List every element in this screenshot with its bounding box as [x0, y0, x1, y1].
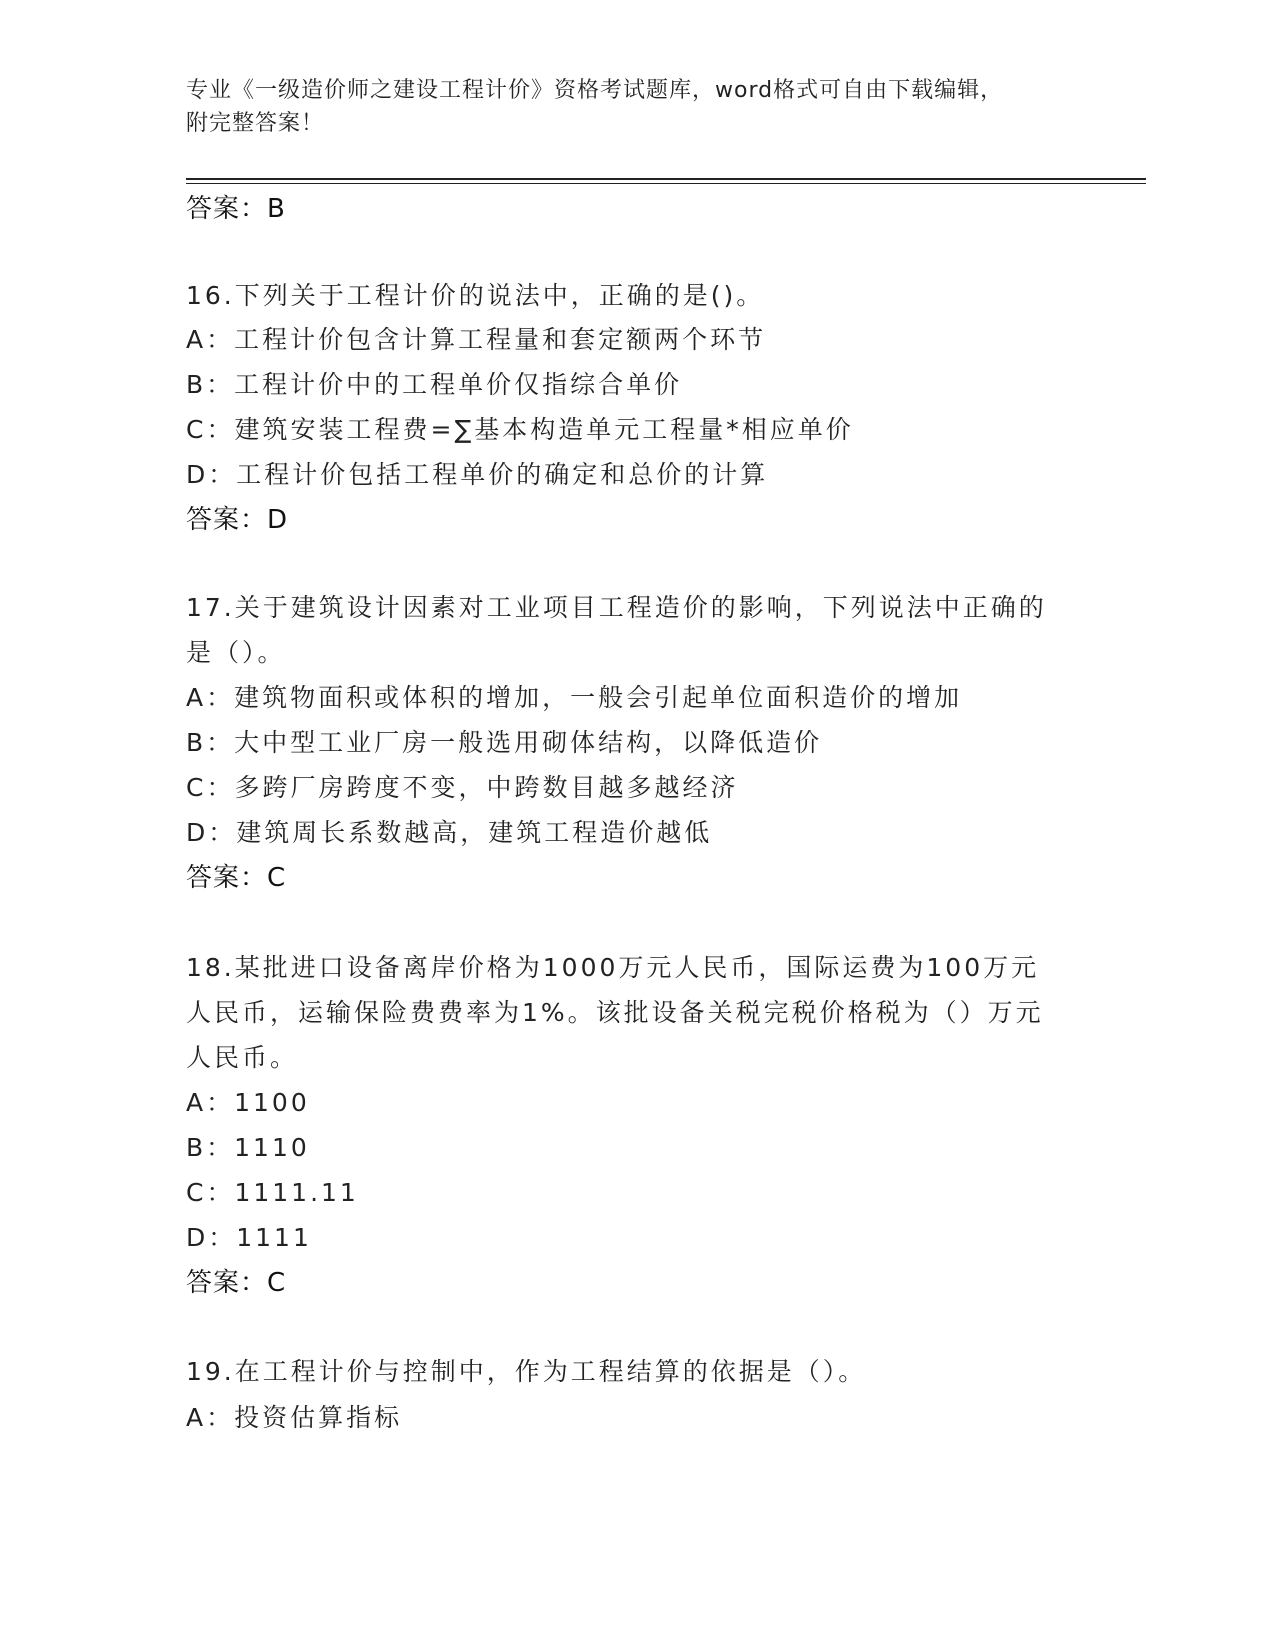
question-18-answer: 答案：C	[186, 1268, 287, 1298]
question-17-stem-line-2: 是（）。	[186, 638, 286, 667]
header-line-1: 专业《一级造价师之建设工程计价》资格考试题库，word格式可自由下载编辑，	[186, 78, 1004, 103]
question-18-option-c: C：1111.11	[186, 1178, 359, 1207]
question-17-answer: 答案：C	[186, 863, 287, 893]
question-17-option-a: A：建筑物面积或体积的增加，一般会引起单位面积造价的增加	[186, 683, 963, 712]
question-18-option-b: B：1110	[186, 1133, 310, 1162]
header-line-2: 附完整答案！	[186, 111, 325, 136]
question-17-option-c: C：多跨厂房跨度不变，中跨数目越多越经济	[186, 773, 739, 802]
question-16-option-a: A：工程计价包含计算工程量和套定额两个环节	[186, 325, 767, 354]
answer-prev: 答案：B	[186, 194, 286, 224]
question-16-answer: 答案：D	[186, 505, 289, 535]
header-divider	[186, 178, 1146, 180]
question-18-stem-line-1: 18.某批进口设备离岸价格为1000万元人民币，国际运费为100万元	[186, 953, 1040, 982]
question-16-stem: 16.下列关于工程计价的说法中，正确的是()。	[186, 281, 765, 310]
question-16-option-c: C：建筑安装工程费=∑基本构造单元工程量*相应单价	[186, 415, 854, 444]
question-18-stem-line-2: 人民币，运输保险费费率为1%。该批设备关税完税价格税为（）万元	[186, 998, 1044, 1027]
question-18-option-d: D：1111	[186, 1223, 312, 1252]
question-17-option-d: D：建筑周长系数越高，建筑工程造价越低	[186, 818, 713, 847]
question-19-option-a: A：投资估算指标	[186, 1403, 403, 1432]
question-18-option-a: A：1100	[186, 1088, 310, 1117]
question-17-option-b: B：大中型工业厂房一般选用砌体结构，以降低造价	[186, 728, 823, 757]
question-17-stem-line-1: 17.关于建筑设计因素对工业项目工程造价的影响，下列说法中正确的	[186, 593, 1047, 622]
document-header	[186, 74, 1086, 140]
question-16-option-d: D：工程计价包括工程单价的确定和总价的计算	[186, 460, 769, 489]
header-divider-thin	[186, 183, 1146, 184]
question-18-stem-line-3: 人民币。	[186, 1043, 299, 1072]
question-16-option-b: B：工程计价中的工程单价仅指综合单价	[186, 370, 683, 399]
question-19-stem: 19.在工程计价与控制中，作为工程结算的依据是（）。	[186, 1357, 867, 1386]
